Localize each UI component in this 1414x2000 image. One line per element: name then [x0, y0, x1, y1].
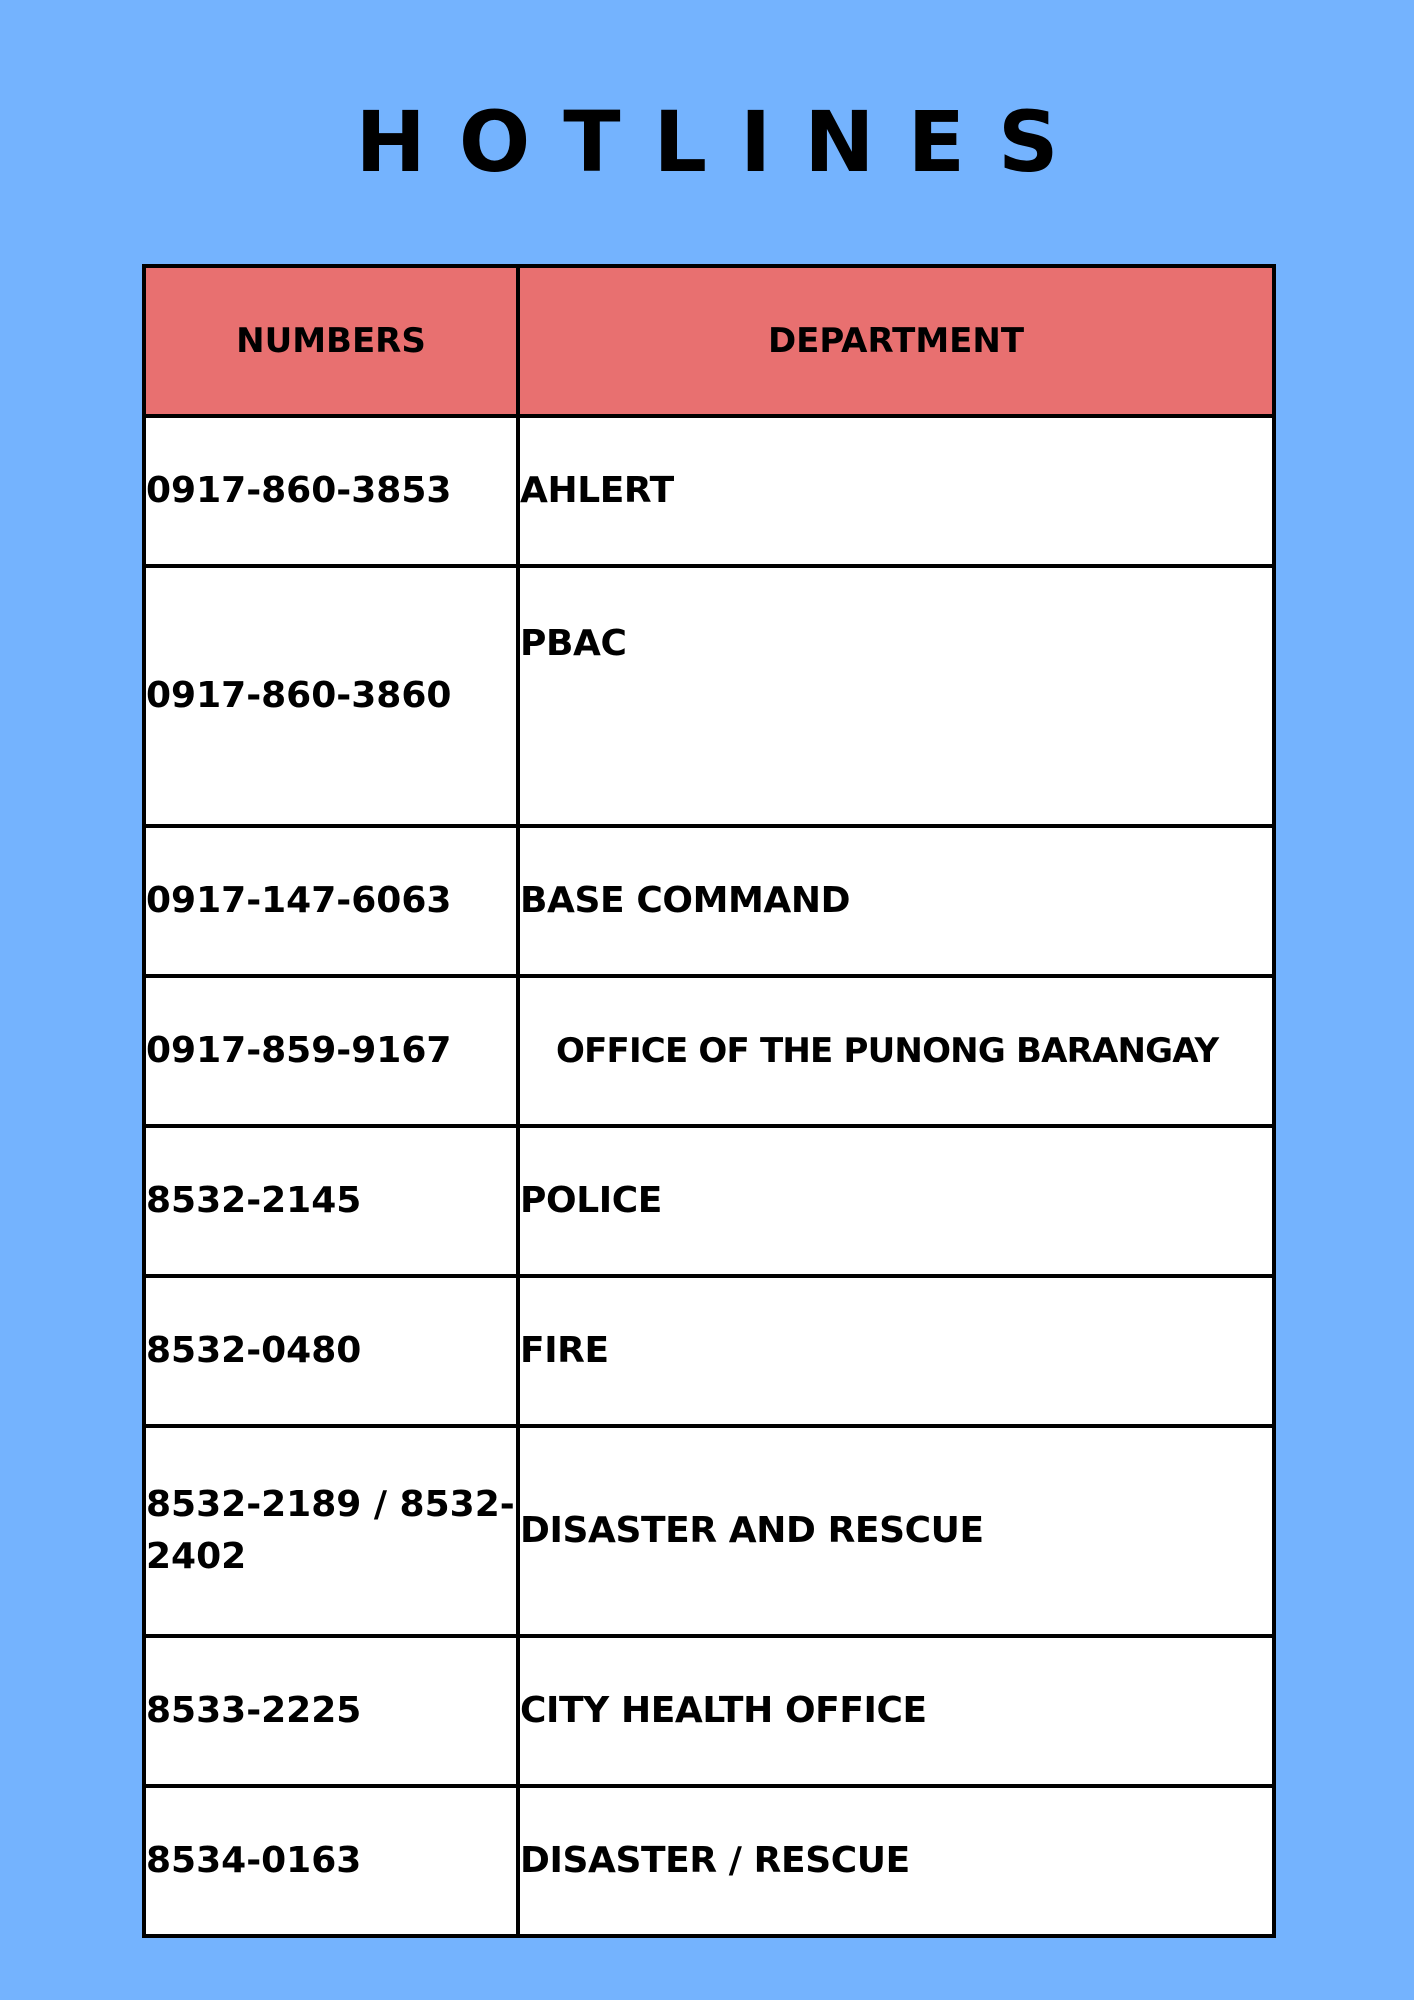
department-name: POLICE: [518, 1126, 1274, 1276]
hotlines-table: [142, 264, 1276, 1938]
hotline-number: 8532-0480: [144, 1276, 518, 1426]
hotline-number: 8533-2225: [144, 1636, 518, 1786]
numbers-column-header: NUMBERS: [144, 266, 518, 416]
table-row: [144, 976, 1274, 1126]
table-row: [144, 1426, 1274, 1636]
table-row: [144, 1786, 1274, 1936]
hotline-number: 8532-2189 / 8532-2402: [144, 1426, 518, 1636]
department-name: CITY HEALTH OFFICE: [518, 1636, 1274, 1786]
hotline-number: 8532-2145: [144, 1126, 518, 1276]
table-row: [144, 1126, 1274, 1276]
hotline-number: 0917-860-3860: [144, 566, 518, 826]
department-name: BASE COMMAND: [518, 826, 1274, 976]
department-name: AHLERT: [518, 416, 1274, 566]
table-header-row: [144, 266, 1274, 416]
table-row: [144, 826, 1274, 976]
page-title: HOTLINES: [355, 93, 1092, 191]
department-name: DISASTER AND RESCUE: [518, 1426, 1274, 1636]
hotline-number: 0917-147-6063: [144, 826, 518, 976]
table-row: [144, 416, 1274, 566]
department-column-header: DEPARTMENT: [518, 266, 1274, 416]
hotline-number: 8534-0163: [144, 1786, 518, 1936]
department-name: OFFICE OF THE PUNONG BARANGAY: [518, 976, 1274, 1126]
table-row: [144, 566, 1274, 826]
hotline-number: 0917-859-9167: [144, 976, 518, 1126]
department-name: DISASTER / RESCUE: [518, 1786, 1274, 1936]
table-row: [144, 1276, 1274, 1426]
department-name: FIRE: [518, 1276, 1274, 1426]
hotline-number: 0917-860-3853: [144, 416, 518, 566]
department-name: PBAC: [518, 566, 1274, 826]
table-row: [144, 1636, 1274, 1786]
